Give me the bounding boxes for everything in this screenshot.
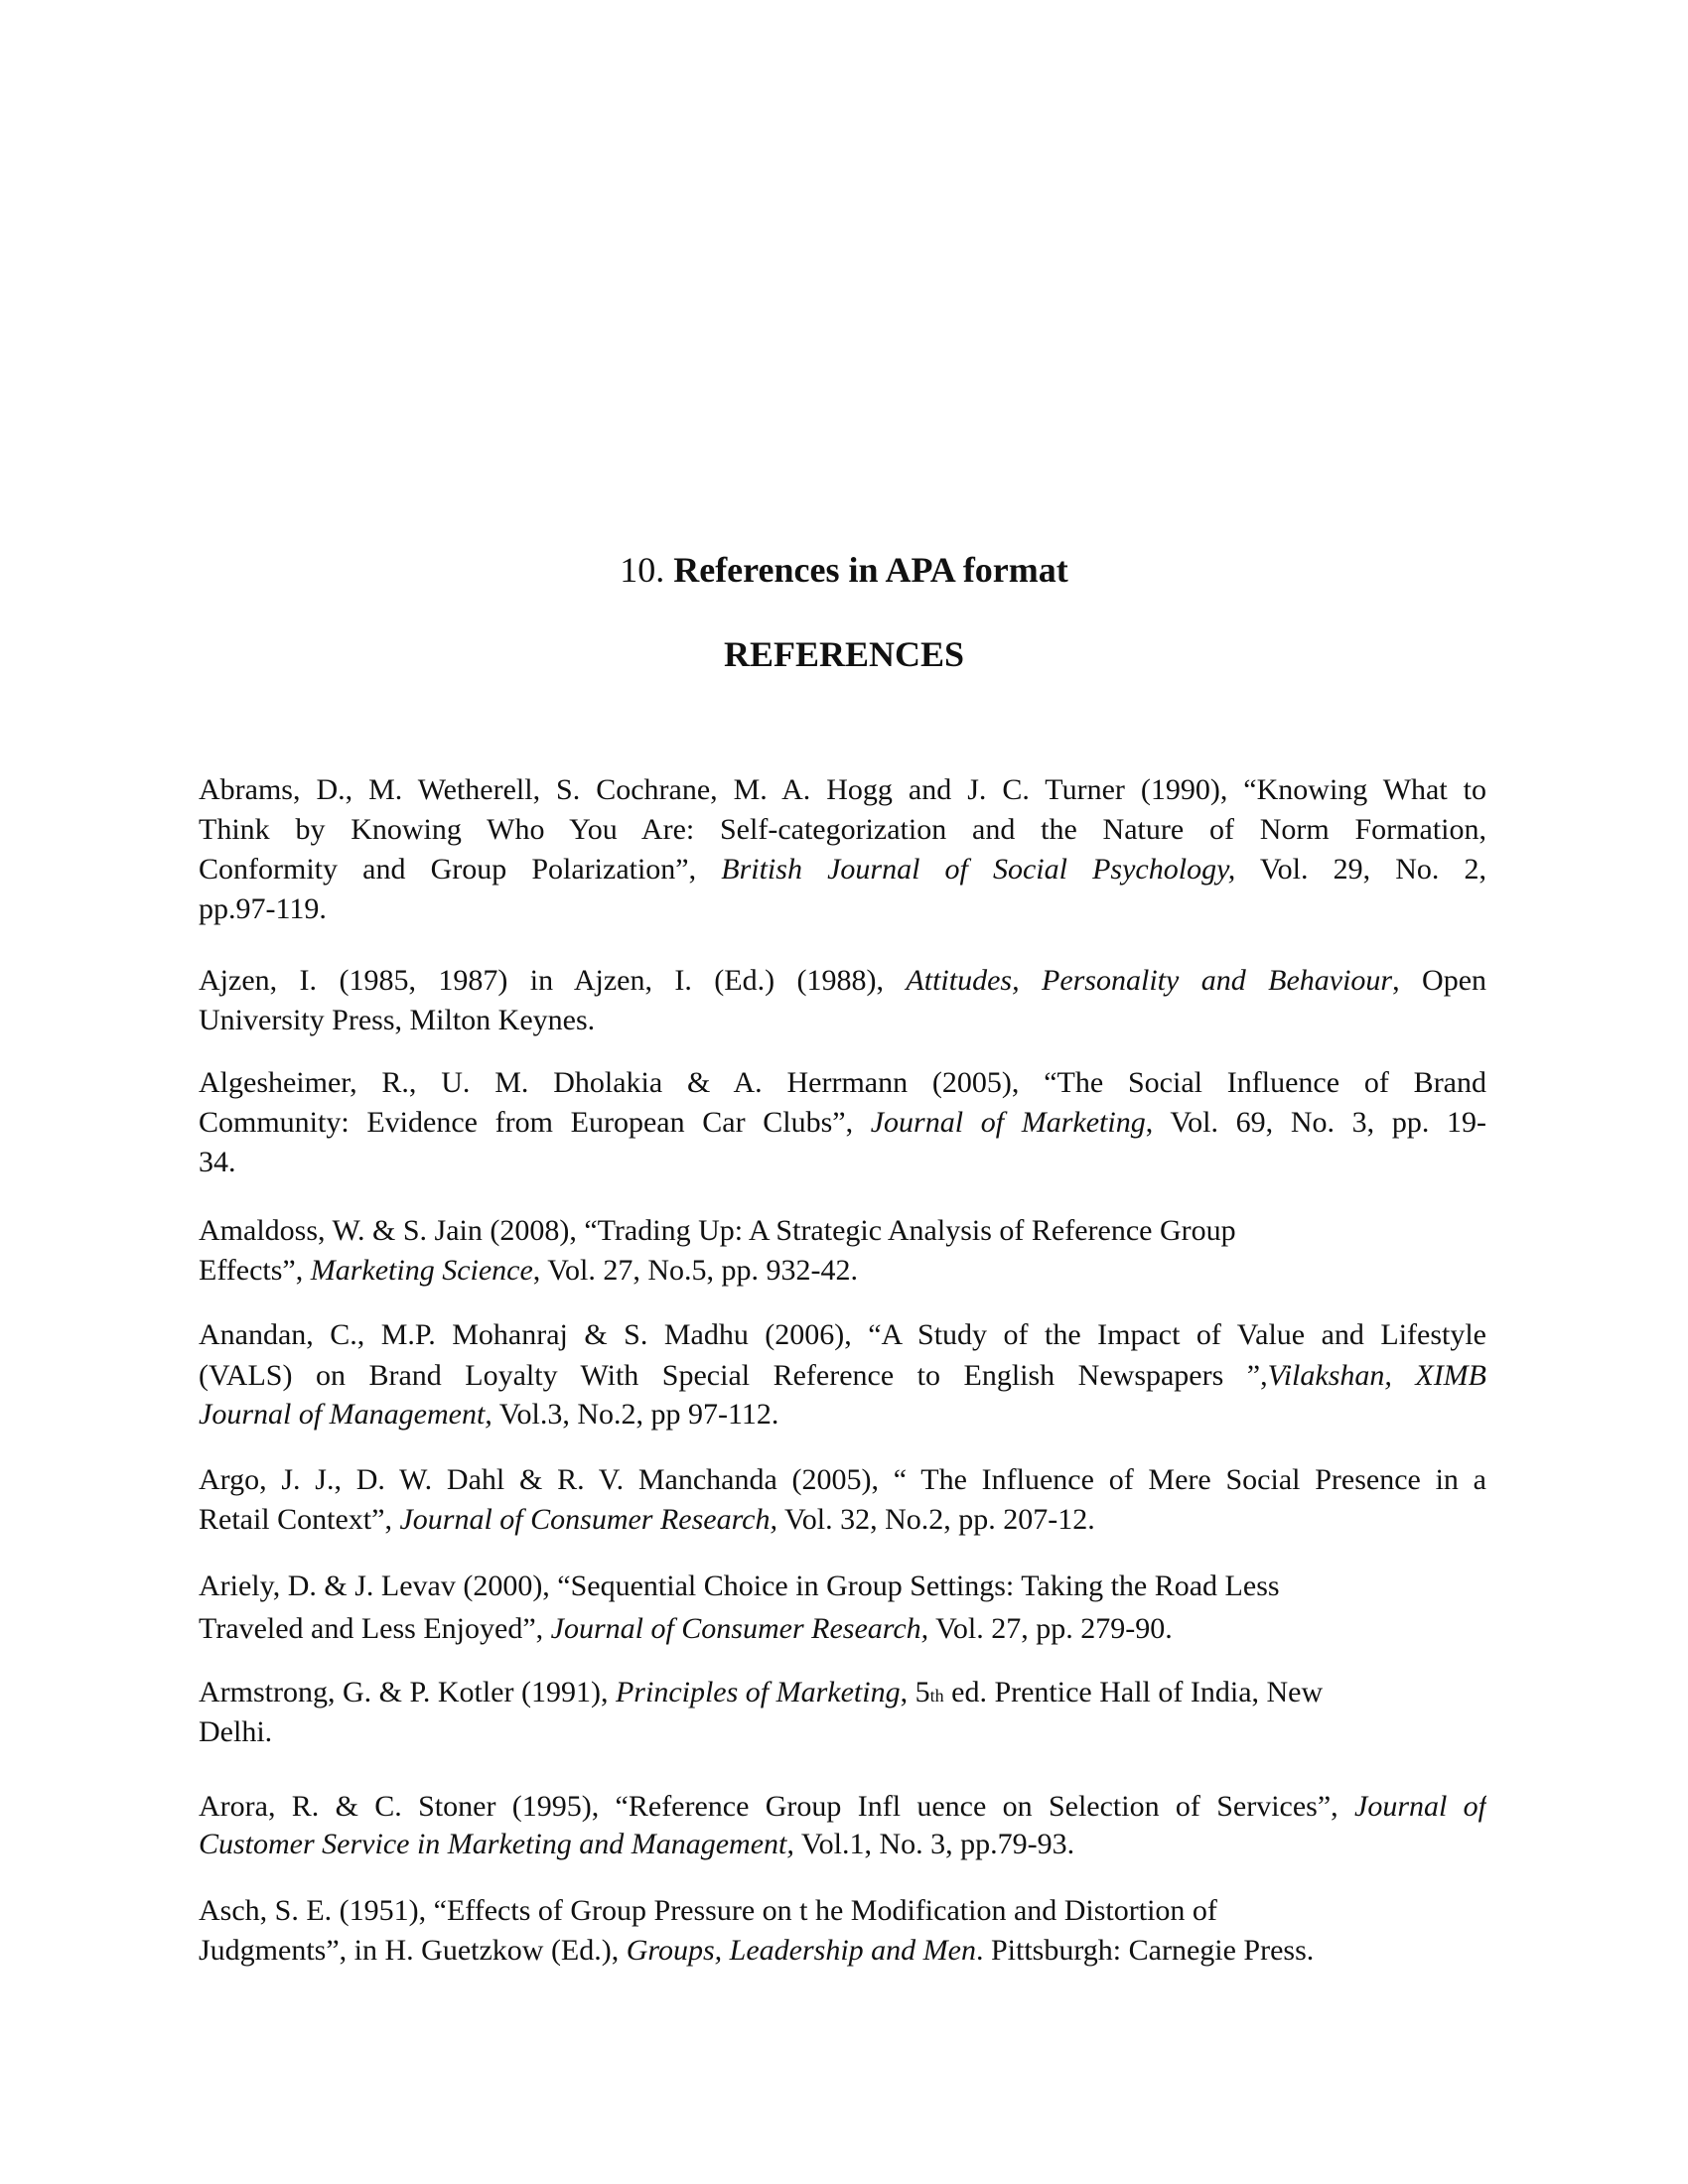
section-title: References in APA format: [673, 550, 1068, 590]
reference-line: Customer Service in Marketing and Management, Vol.1, No. 3, pp.79-93.: [199, 1828, 1075, 1860]
book-title: Groups, Leadership and Men: [626, 1934, 976, 1967]
book-title: Principles of Marketing: [615, 1676, 901, 1708]
section-heading: [0, 548, 1688, 592]
reference-line: Asch, S. E. (1951), “Effects of Group Pressure on t he Modification and Distortion of: [199, 1894, 1217, 1927]
reference-line: Ajzen, I. (1985, 1987) in Ajzen, I. (Ed.) (1988), Attitudes, Personality and Behaviour, Open: [199, 964, 1486, 997]
reference-line: Traveled and Less Enjoyed”, Journal of Consumer Research, Vol. 27, pp. 279-90.: [199, 1612, 1173, 1645]
reference-line: Anandan, C., M.P. Mohanraj & S. Madhu (2006), “A Study of the Impact of Value and Lifestyle: [199, 1318, 1486, 1351]
reference-line: Conformity and Group Polarization”, British Journal of Social Psychology, Vol. 29, No. 2,: [199, 853, 1486, 886]
journal-title: Journal of: [1354, 1790, 1486, 1823]
reference-line: Judgments”, in H. Guetzkow (Ed.), Groups, Leadership and Men. Pittsburgh: Carnegie Press.: [199, 1934, 1315, 1967]
reference-line: Delhi.: [199, 1715, 273, 1748]
ordinal-suffix: th: [929, 1686, 944, 1706]
book-title: Attitudes, Personality and Behaviour: [906, 964, 1393, 997]
reference-line: Think by Knowing Who You Are: Self-categorization and the Nature of Norm Formation,: [199, 813, 1486, 846]
reference-line: pp.97-119.: [199, 892, 327, 925]
journal-title: Journal of Consumer Research,: [399, 1503, 777, 1536]
reference-line: University Press, Milton Keynes.: [199, 1004, 596, 1036]
journal-title: Marketing Science: [310, 1254, 533, 1287]
reference-line: Journal of Management, Vol.3, No.2, pp 97-112.: [199, 1398, 779, 1431]
section-number: 10.: [620, 550, 665, 590]
journal-title: Journal of Management,: [199, 1398, 492, 1431]
journal-title: Journal of Consumer Research,: [550, 1612, 929, 1645]
reference-line: Effects”, Marketing Science, Vol. 27, No.5, pp. 932-42.: [199, 1254, 859, 1287]
journal-title: Customer Service in Marketing and Management,: [199, 1828, 794, 1860]
reference-line: Armstrong, G. & P. Kotler (1991), Principles of Marketing, 5th ed. Prentice Hall of India, New: [199, 1676, 1324, 1708]
reference-line: Amaldoss, W. & S. Jain (2008), “Trading Up: A Strategic Analysis of Reference Group: [199, 1214, 1236, 1247]
reference-line: 34.: [199, 1146, 236, 1178]
reference-line: Community: Evidence from European Car Clubs”, Journal of Marketing, Vol. 69, No. 3, pp. 19-: [199, 1106, 1486, 1139]
reference-line: Algesheimer, R., U. M. Dholakia & A. Herrmann (2005), “The Social Influence of Brand: [199, 1066, 1486, 1099]
journal-title: British Journal of Social Psychology,: [721, 853, 1236, 886]
reference-line: Ariely, D. & J. Levav (2000), “Sequential Choice in Group Settings: Taking the Road Less: [199, 1570, 1280, 1602]
reference-line: Argo, J. J., D. W. Dahl & R. V. Manchanda (2005), “ The Influence of Mere Social Presence in a: [199, 1463, 1486, 1496]
journal-title: Vilakshan, XIMB: [1267, 1359, 1486, 1392]
journal-title: Journal of Marketing: [870, 1106, 1146, 1139]
reference-line: Arora, R. & C. Stoner (1995), “Reference Group Infl uence on Selection of Services”, Journal of: [199, 1790, 1486, 1823]
reference-line: Retail Context”, Journal of Consumer Research, Vol. 32, No.2, pp. 207-12.: [199, 1503, 1095, 1536]
reference-line: Abrams, D., M. Wetherell, S. Cochrane, M. A. Hogg and J. C. Turner (1990), “Knowing What to: [199, 773, 1486, 806]
reference-line: (VALS) on Brand Loyalty With Special Reference to English Newspapers ”,Vilakshan, XIMB: [199, 1359, 1486, 1392]
references-title: REFERENCES: [723, 634, 965, 674]
